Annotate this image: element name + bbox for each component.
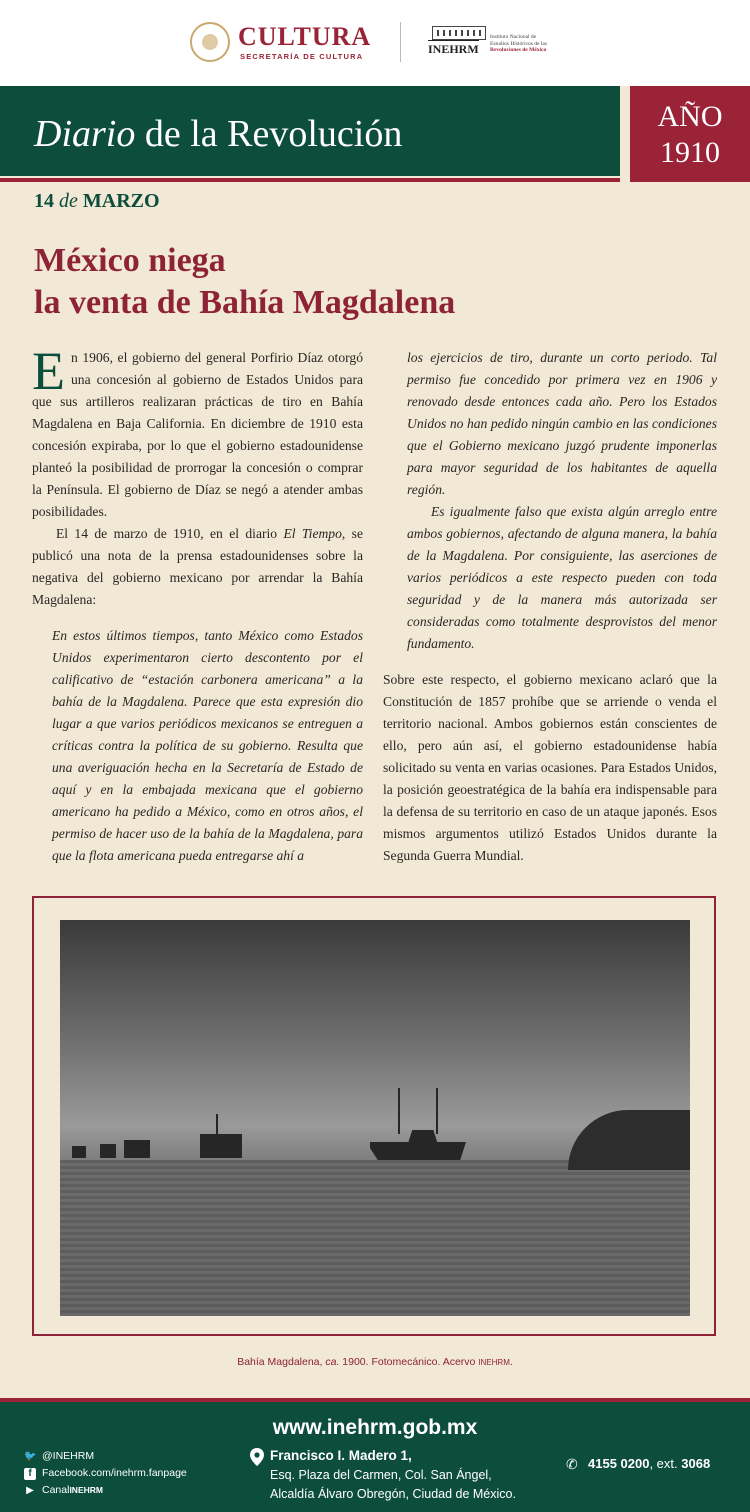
inehrm-long-line-1: Instituto Nacional de	[490, 34, 537, 40]
inehrm-long-line-3: Revoluciones de México	[490, 47, 547, 53]
photo-ship-large	[370, 1130, 466, 1160]
address	[270, 1446, 516, 1504]
headline-line-1: México niega	[34, 242, 226, 279]
article-column-left	[32, 341, 363, 867]
twitter-link[interactable]	[24, 1448, 187, 1465]
article-column-right	[383, 347, 717, 867]
youtube-link[interactable]	[24, 1482, 187, 1499]
paragraph-1	[32, 341, 363, 523]
photo-frame	[32, 896, 716, 1336]
facebook-link[interactable]	[24, 1465, 187, 1482]
year-label: AÑO	[657, 100, 723, 133]
cultura-logo-title: CULTURA	[238, 22, 372, 51]
caption-circa: ca.	[325, 1356, 340, 1368]
historical-photo-ships	[60, 920, 690, 1316]
inehrm-logo-short: INEHRM	[428, 42, 479, 56]
location-pin-icon	[250, 1448, 264, 1466]
photo-ship	[124, 1140, 150, 1158]
mexico-seal-icon	[190, 22, 230, 62]
phone-icon: ✆	[566, 1456, 578, 1472]
facebook-url: Facebook.com/inehrm.fanpage	[42, 1467, 187, 1479]
footer	[0, 1402, 750, 1512]
paragraph-2	[32, 523, 363, 611]
cultura-logo-subtitle: SECRETARÍA DE CULTURA	[240, 52, 364, 61]
date-month: MARZO	[82, 190, 160, 212]
paragraph-2-text-b: , se publicó una nota de la prensa estadounidenses sobre la negativa del gobierno mexicano por arrendar la Bahía Magdalena:	[32, 526, 363, 607]
article-headline	[34, 240, 594, 324]
photo-ship	[72, 1146, 86, 1158]
year-number: 1910	[660, 136, 720, 169]
phone-ext: 3068	[681, 1456, 711, 1471]
youtube-icon: ▶	[26, 1484, 34, 1496]
date-day: 14	[34, 190, 54, 212]
newspaper-name: El Tiempo	[283, 526, 342, 541]
top-logo-bar	[0, 0, 750, 86]
photo-sea	[60, 1160, 690, 1316]
address-line-1: Francisco I. Madero 1,	[270, 1448, 412, 1463]
drop-cap: E	[32, 341, 65, 401]
caption-part-b: 1900. Fotomecánico. Acervo	[339, 1356, 479, 1368]
address-line-2: Esq. Plaza del Carmen, Col. San Ángel,	[270, 1468, 492, 1482]
article-date	[34, 190, 160, 213]
phone-number[interactable]	[588, 1456, 710, 1471]
inehrm-logo-long	[490, 34, 570, 54]
year-box	[626, 86, 750, 182]
quote-block-2: Es igualmente falso que exista algún arreglo entre ambos gobiernos, afectando de alguna manera, la bahía de la Magdalena. Por consiguiente, las aserciones de varios periódicos a este respecto pueden con toda seguridad y de la manera más autorizada ser consideradas como totalmente desprovistos del menor fundamento.	[407, 504, 717, 651]
inehrm-building-icon	[432, 26, 486, 40]
address-line-3: Alcaldía Álvaro Obregón, Ciudad de México.	[270, 1487, 516, 1501]
photo-ship-mast	[436, 1088, 438, 1134]
paragraph-2-text-a: El 14 de marzo de 1910, en el diario	[56, 526, 284, 541]
paragraph-1-text: n 1906, el gobierno del general Porfirio Díaz otorgó una concesión al gobierno de Estados Unidos para que sus artilleros realizaran prácticas de tiro en Bahía Magdalena en Baja California. En diciembre de 1910 esta concesión expiraba, por lo que el gobierno estadounidense planteó la posibilidad de prorrogar la concesión o comprar la Península. El gobierno de Díaz se negó a atender ambas posibilidades.	[32, 350, 363, 519]
channel-name: INEHRM	[69, 1485, 103, 1495]
phone-ext-label: , ext.	[649, 1456, 682, 1471]
social-links	[24, 1448, 187, 1499]
headline-line-2: la venta de Bahía Magdalena	[34, 284, 456, 321]
photo-ship-mast	[216, 1114, 218, 1136]
photo-ship	[200, 1134, 242, 1158]
logo-divider	[400, 22, 401, 62]
twitter-handle: @INEHRM	[42, 1450, 95, 1462]
facebook-icon: f	[24, 1468, 36, 1480]
caption-part-a: Bahía Magdalena,	[237, 1356, 326, 1368]
caption-end: .	[509, 1356, 513, 1368]
date-de: de	[54, 190, 83, 212]
caption-inehrm: INEHRM	[478, 1358, 510, 1367]
quote-block-1: En estos últimos tiempos, tanto México como Estados Unidos experimentaron cierto descontento por el calificativo de “estación carbonera americana” a la bahía de la Magdalena. Parece que esta expresión dio lugar a que varios periódicos mexicanos se entreguen a críticas contra la política de su gobierno. Resulta que una averiguación hecha en la Secretaría de Estado de aquí y en la embajada mexicana que el gobierno americano ha pedido a México, como en otros años, el permiso de hacer uso de la bahía de la Magdalena, para que la flota americana pueda entregarse ahí a	[52, 628, 363, 863]
twitter-icon: 🐦	[24, 1450, 37, 1462]
channel-label: Canal	[42, 1484, 70, 1496]
inehrm-long-line-2: Estudios Históricos de las	[490, 40, 547, 47]
paragraph-3: Sobre este respecto, el gobierno mexicano aclaró que la Constitución de 1857 prohíbe que se arriende o venda el territorio nacional. Ambos gobiernos están conscientes de ello, pero aún así, el gobierno estadounidense había solicitado su venta en varias ocasiones. Para Estados Unidos, la posición geoestratégica de la bahía era indispensable para la defensa de su territorio en caso de un ataque japonés. Esos mismos argumentos utilizó Estados Unidos durante la Segunda Guerra Mundial.	[383, 672, 717, 863]
photo-headland	[568, 1110, 690, 1170]
website-link[interactable]: www.inehrm.gob.mx	[272, 1416, 478, 1439]
photo-caption	[0, 1356, 750, 1368]
phone-main: 4155 0200	[588, 1456, 650, 1471]
banner-title-rest: de la Revolución	[135, 113, 403, 155]
photo-ship	[100, 1144, 116, 1158]
banner-title-italic: Diario	[34, 113, 136, 155]
banner-underline	[0, 178, 620, 182]
photo-ship-mast	[398, 1088, 400, 1134]
banner-title	[34, 112, 402, 156]
quote-block-1-continued: los ejercicios de tiro, durante un corto periodo. Tal permiso fue concedido por primera vez en 1906 y renovado desde entonces cada año. Pero los Estados Unidos no han pedido ningún cambio en las condiciones que el Gobierno mexicano juzgó prudente imponerlas para mayor seguridad de los habitantes de aquella región.	[407, 350, 717, 497]
